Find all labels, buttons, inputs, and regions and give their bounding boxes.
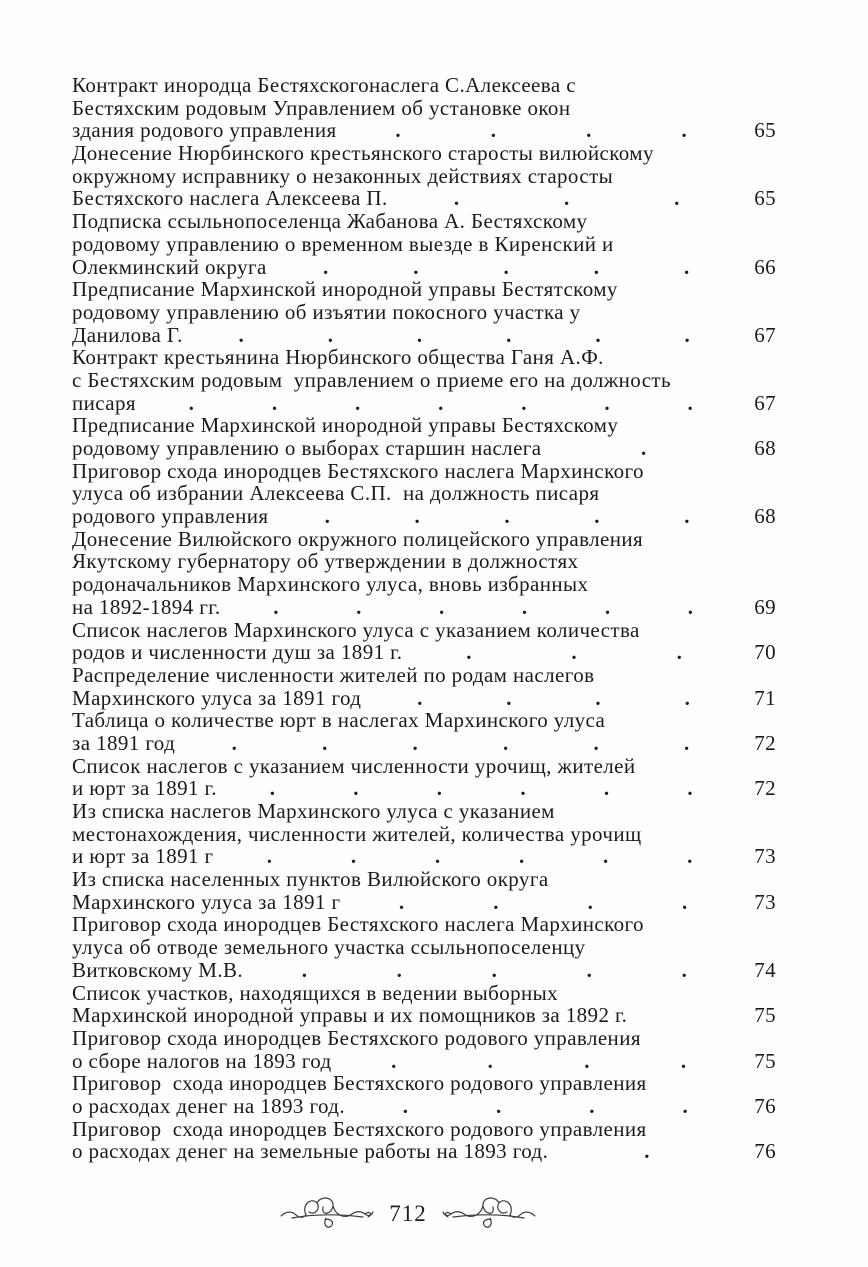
toc-line: [72, 1050, 776, 1073]
toc-entry-text: Бестяхским родовым Управлением об установке окон: [72, 95, 571, 120]
toc-line: [72, 596, 776, 619]
dot-leader: . . . .: [395, 119, 688, 143]
toc-page-number: 70: [754, 640, 776, 665]
toc-entry-text: Приговор схода инородцев Бестяхского наслега Мархинского: [72, 912, 644, 937]
toc-entry-text: Подписка ссыльнопоселенца Жабанова А. Бестяхскому: [72, 209, 588, 234]
toc-page-number: 68: [754, 504, 776, 529]
toc-line: [72, 619, 776, 642]
toc-entry-text: улуса об отводе земельного участка ссыльнопоселенцу: [72, 935, 586, 960]
table-of-contents: [72, 74, 776, 1163]
toc-entry-text: писаря: [72, 390, 136, 415]
dot-leader: . . .: [453, 187, 680, 211]
toc-line: [72, 165, 776, 188]
toc-line: [72, 369, 776, 392]
toc-entry-text: Предписание Мархинской инородной управы Бестятскому: [72, 277, 618, 302]
toc-line: [72, 868, 776, 891]
toc-entry-text: Данилова Г.: [72, 322, 183, 347]
toc-page-number: 73: [754, 844, 776, 869]
toc-line: [72, 573, 776, 596]
toc-page-number: 67: [754, 390, 776, 415]
toc-entry-text: местонахождения, численности жителей, количества урочищ: [72, 821, 642, 846]
toc-line: [72, 324, 776, 347]
toc-line: [72, 74, 776, 97]
dot-leader: . . . .: [417, 686, 691, 710]
toc-page-number: 73: [754, 889, 776, 914]
toc-line: [72, 392, 776, 415]
dot-leader: . . . . . .: [231, 731, 690, 755]
toc-entry-text: родов и численности душ за 1891 г.: [72, 640, 403, 665]
toc-entry-text: Мархинского улуса за 1891 год: [72, 685, 362, 710]
toc-entry-text: родовому управлению об изъятии покосного участка у: [72, 299, 581, 324]
toc-entry-text: о сборе налогов на 1893 год: [72, 1048, 332, 1073]
toc-entry-text: Приговор схода инородцев Бестяхского родового управления: [72, 1025, 641, 1050]
toc-entry-text: Якутскому губернатору об утверждении в должностях: [72, 549, 579, 574]
toc-page-number: 68: [754, 436, 776, 460]
toc-entry-text: родовому управлению о выборах старшин наслега: [72, 436, 542, 460]
toc-entry-text: Бестяхского наслега Алексеева П.: [72, 186, 388, 211]
toc-entry-text: Мархинской инородной управы и их помощников за 1892 г.: [72, 1003, 628, 1028]
dot-leader: . . .: [466, 641, 683, 664]
toc-line: [72, 414, 776, 437]
toc-line: [72, 505, 776, 528]
toc-entry-text: Из списка населенных пунктов Вилюйского округа: [72, 867, 549, 892]
toc-page-number: 69: [754, 594, 776, 619]
toc-entry-text: Список участков, находящихся в ведении выборных: [72, 980, 559, 1005]
toc-page-number: 76: [754, 1093, 776, 1118]
toc-page-number: 75: [754, 1048, 776, 1073]
toc-line: [72, 800, 776, 823]
dot-leader: . . . . .: [324, 505, 690, 528]
toc-entry-text: и юрт за 1891 г: [72, 844, 214, 869]
toc-line: [72, 482, 776, 505]
toc-entry-text: Мархинского улуса за 1891 г: [72, 889, 341, 914]
toc-line: [72, 641, 776, 664]
toc-line: [72, 823, 776, 846]
toc-line: [72, 687, 776, 710]
toc-line: [72, 346, 776, 369]
dot-leader: . . . . . . .: [188, 391, 694, 415]
toc-line: [72, 1095, 776, 1118]
toc-line: [72, 1027, 776, 1050]
dot-leader: . . . . . .: [238, 323, 691, 347]
toc-line: [72, 1004, 776, 1027]
toc-entry-text: Таблица о количестве юрт в наслегах Мархинского улуса: [72, 708, 606, 733]
toc-line: [72, 187, 776, 210]
toc-entry-text: Приговор схода инородцев Бестяхского родового управления: [72, 1071, 647, 1096]
toc-line: [72, 709, 776, 732]
toc-entry-text: здания родового управления: [72, 118, 337, 143]
toc-line: [72, 664, 776, 687]
toc-line: [72, 210, 776, 233]
toc-line: [72, 777, 776, 800]
toc-line: [72, 301, 776, 324]
toc-page-number: 72: [754, 776, 776, 801]
toc-line: [72, 256, 776, 279]
toc-page-number: 72: [754, 730, 776, 755]
toc-line: [72, 1072, 776, 1095]
toc-entry-text: за 1891 год: [72, 730, 176, 755]
toc-line: [72, 278, 776, 301]
dot-leader: . . . .: [391, 1049, 687, 1073]
dot-leader: .: [640, 437, 647, 460]
toc-page-number: 65: [754, 118, 776, 143]
toc-entry-text: окружному исправнику о незаконных действиях старосты: [72, 163, 614, 188]
toc-entry-text: с Бестяхским родовым управлением о приеме его на должность: [72, 367, 671, 392]
toc-line: [72, 936, 776, 959]
toc-entry-text: на 1892-1894 гг.: [72, 594, 221, 619]
toc-entry-text: Донесение Нюрбинского крестьянского старосты вилюйскому: [72, 141, 654, 166]
toc-page-number: 67: [754, 322, 776, 347]
toc-line: [72, 119, 776, 142]
toc-entry-text: и юрт за 1891 г.: [72, 776, 217, 801]
dot-leader: . . . .: [398, 890, 688, 914]
toc-entry-text: Предписание Мархинской инородной управы Бестяхскому: [72, 413, 619, 438]
toc-entry-text: Распределение численности жителей по родам наслегов: [72, 662, 595, 687]
toc-line: [72, 233, 776, 256]
dot-leader: .: [644, 1140, 650, 1164]
toc-entry-text: Список наслегов Мархинского улуса с указанием количества: [72, 617, 640, 642]
toc-line: [72, 913, 776, 936]
toc-entry-text: Олекминский округа: [72, 254, 267, 279]
toc-entry-text: родового управления: [72, 504, 269, 529]
toc-entry-text: родоначальников Мархинского улуса, вновь избранных: [72, 572, 589, 597]
flourish-left-icon: [279, 1194, 375, 1234]
toc-line: [72, 959, 776, 982]
toc-entry-text: Список наслегов с указанием численности урочищ, жителей: [72, 753, 636, 778]
toc-entry-text: Из списка наслегов Мархинского улуса с указанием: [72, 799, 555, 823]
toc-page-number: 71: [754, 685, 776, 710]
toc-entry-text: Контракт инородца Бестяхскогонаслега С.Алексеева с: [72, 73, 576, 97]
toc-entry-text: о расходах денег на земельные работы на 1893 год.: [72, 1139, 549, 1164]
toc-entry-text: о расходах денег на 1893 год.: [72, 1093, 345, 1118]
toc-line: [72, 437, 776, 460]
toc-line: [72, 142, 776, 165]
flourish-right-icon: [441, 1194, 537, 1234]
toc-line: [72, 1140, 776, 1163]
toc-line: [72, 732, 776, 755]
dot-leader: . . . . .: [301, 958, 688, 982]
toc-line: [72, 97, 776, 120]
page-footer: [282, 1188, 534, 1240]
toc-entry-text: Витковскому М.В.: [72, 957, 244, 982]
dot-leader: . . . . .: [323, 255, 690, 279]
toc-page-number: 75: [754, 1003, 776, 1028]
toc-line: [72, 550, 776, 573]
toc-line: [72, 1118, 776, 1141]
toc-entry-text: Приговор схода инородцев Бестяхского наслега Мархинского: [72, 458, 644, 483]
toc-line: [72, 755, 776, 778]
toc-page-number: 65: [754, 186, 776, 211]
toc-line: [72, 845, 776, 868]
toc-line: [72, 460, 776, 483]
toc-line: [72, 982, 776, 1005]
toc-entry-text: улуса об избрании Алексеева С.П. на должность писаря: [72, 481, 600, 506]
toc-entry-text: Донесение Вилюйского окружного полицейского управления: [72, 526, 644, 551]
dot-leader: . . . . . .: [273, 595, 694, 619]
dot-leader: . . . .: [402, 1094, 689, 1118]
toc-page-number: 66: [754, 254, 776, 279]
page-number: 712: [389, 1201, 427, 1226]
dot-leader: . . . . . .: [269, 777, 693, 801]
dot-leader: . . . . . .: [266, 845, 693, 869]
toc-page-number: 74: [754, 957, 776, 982]
toc-line: [72, 528, 776, 551]
toc-entry-text: Приговор схода инородцев Бестяхского родового управления: [72, 1116, 647, 1141]
toc-entry-text: родовому управлению о временном выезде в Киренский и: [72, 231, 614, 256]
toc-line: [72, 891, 776, 914]
toc-entry-text: Контракт крестьянина Нюрбинского общества Ганя А.Ф.: [72, 345, 604, 370]
toc-page-number: 76: [754, 1139, 776, 1164]
